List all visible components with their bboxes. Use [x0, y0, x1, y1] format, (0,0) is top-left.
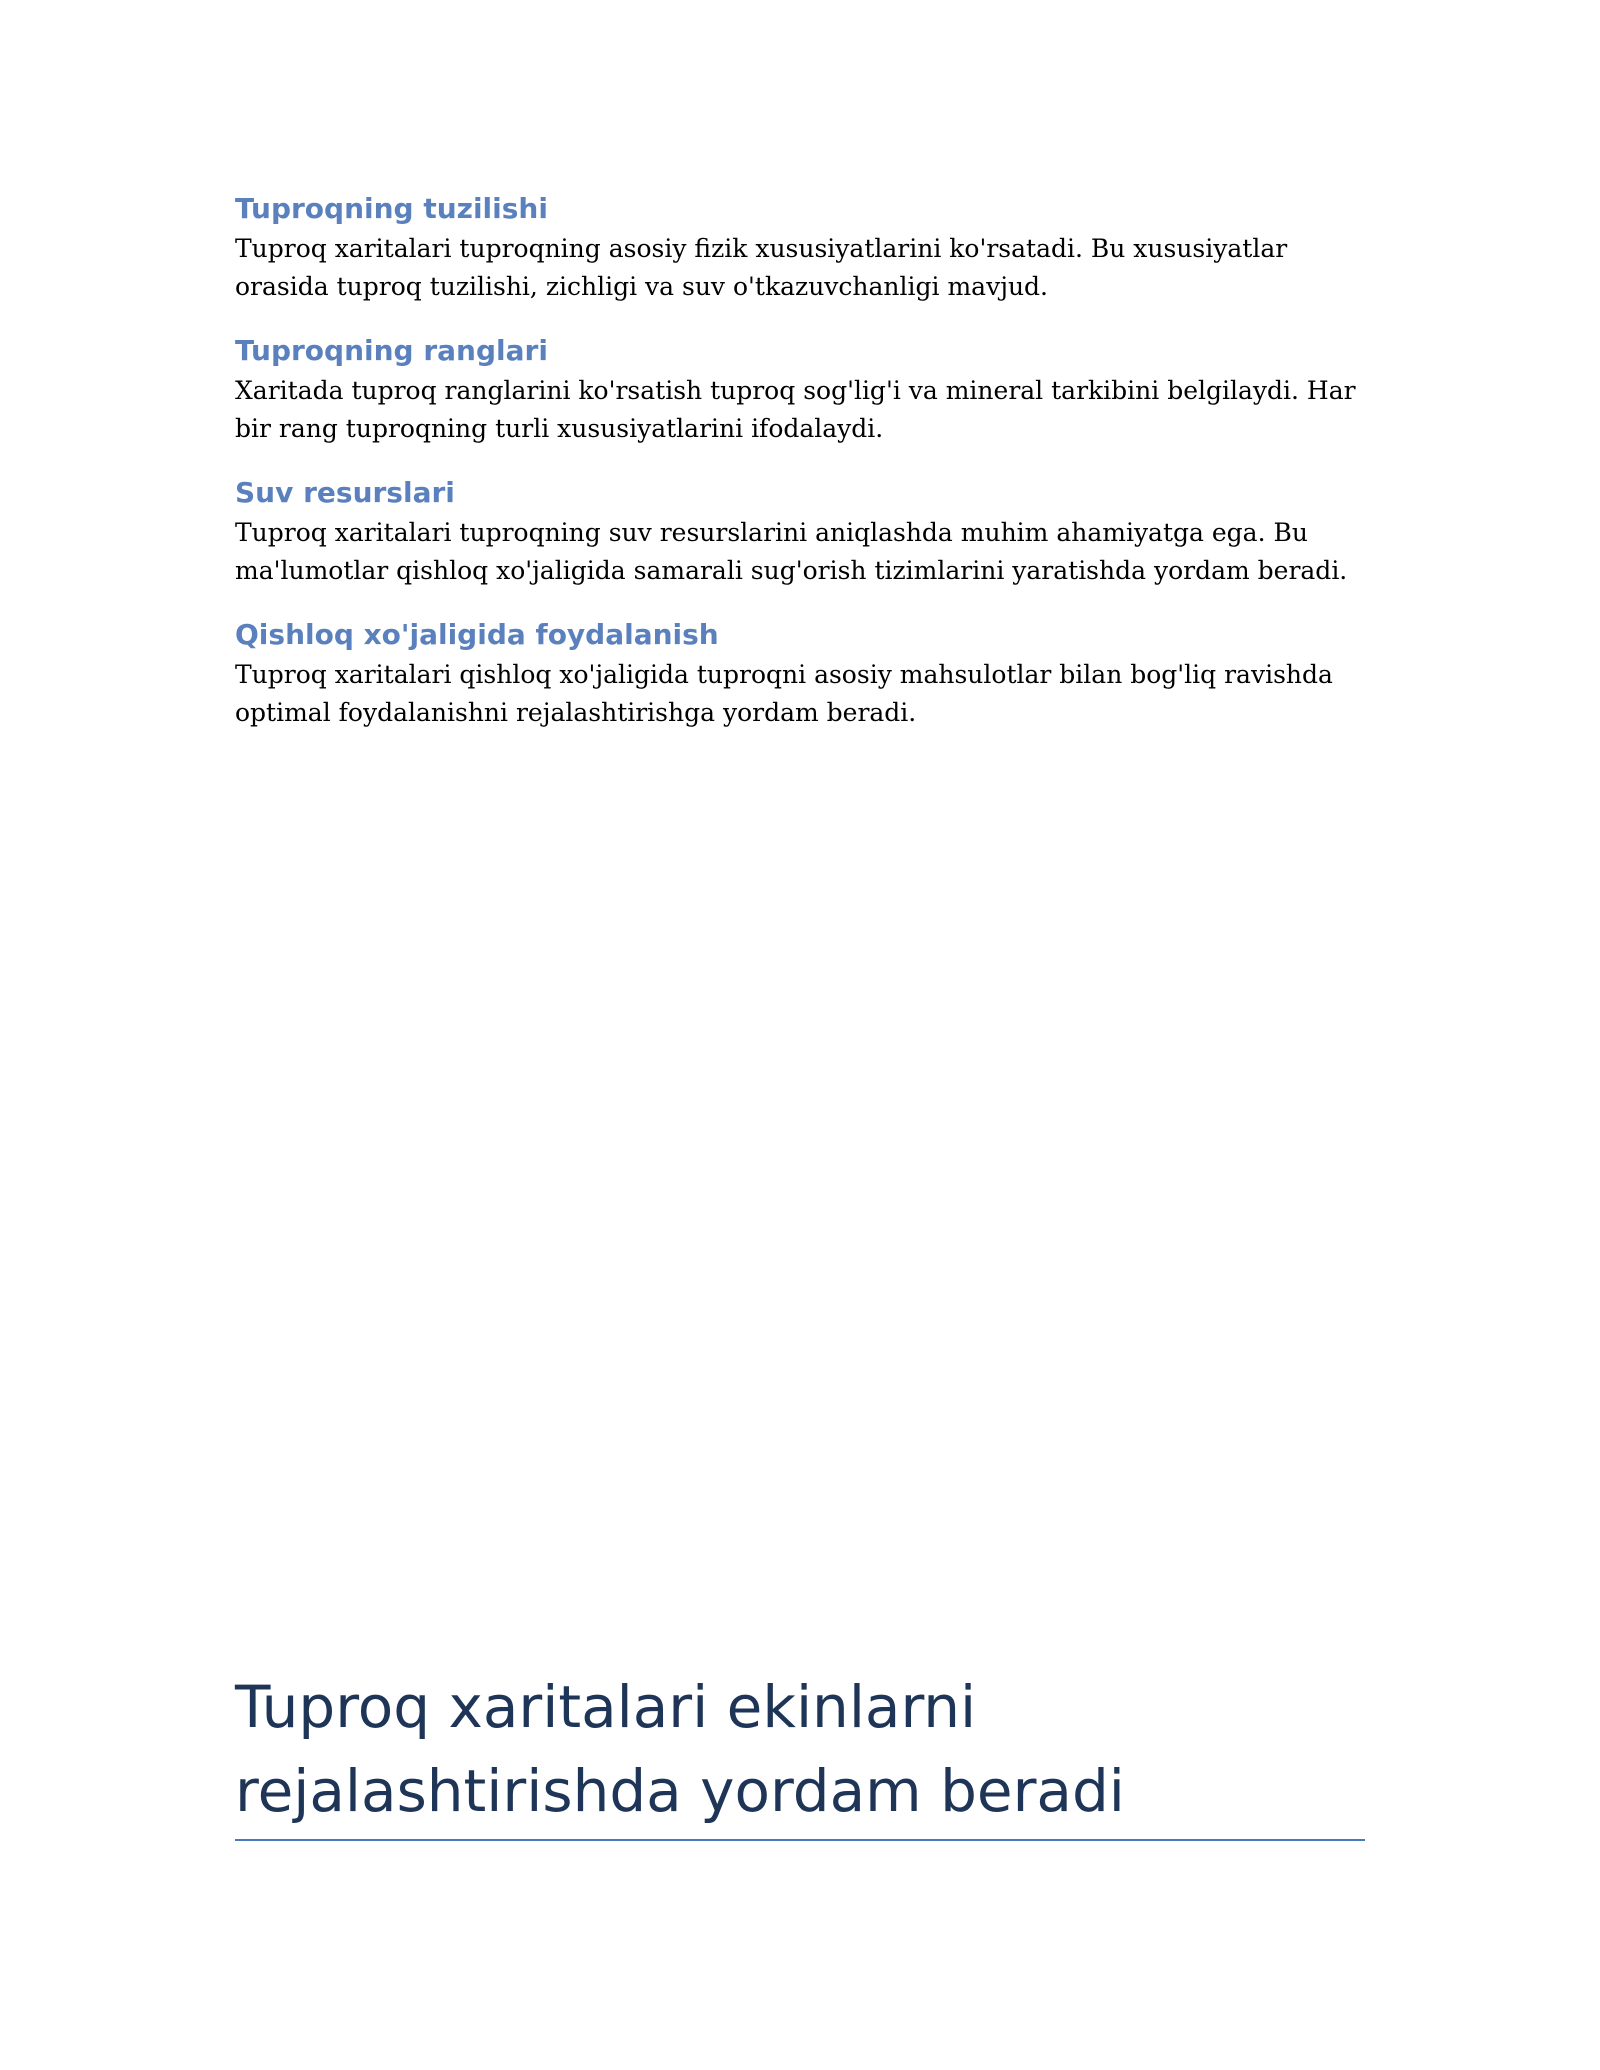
- page-title: Tuproq xaritalari ekinlarni rejalashtirishda yordam beradi: [235, 1673, 1125, 1825]
- section-water-resources: [235, 472, 1365, 590]
- section-heading: Tuproqning ranglari: [235, 334, 548, 367]
- section-paragraph: Tuproq xaritalari qishloq xo'jaligida tuproqni asosiy mahsulotlar bilan bog'liq ravishda optimal foydalanishni rejalashtirishga yordam beradi.: [235, 660, 1333, 727]
- section-soil-structure: [235, 188, 1365, 306]
- section-heading: Suv resurslari: [235, 476, 455, 509]
- section-paragraph: Tuproq xaritalari tuproqning asosiy fizik xususiyatlarini ko'rsatadi. Bu xususiyatlar orasida tuproq tuzilishi, zichligi va suv o'tkazuvchanligi mavjud.: [235, 234, 1288, 301]
- section-soil-colors: [235, 330, 1365, 448]
- section-paragraph: Xaritada tuproq ranglarini ko'rsatish tuproq sog'lig'i va mineral tarkibini belgilaydi. Har bir rang tuproqning turli xususiyatlarini ifodalaydi.: [235, 376, 1356, 443]
- title-block: [235, 1665, 1365, 1841]
- title-underline-rule: [235, 1839, 1365, 1841]
- document-content: [235, 188, 1365, 756]
- section-agriculture-use: [235, 614, 1365, 732]
- section-heading: Tuproqning tuzilishi: [235, 192, 548, 225]
- section-paragraph: Tuproq xaritalari tuproqning suv resurslarini aniqlashda muhim ahamiyatga ega. Bu ma'lumotlar qishloq xo'jaligida samarali sug'orish tizimlarini yaratishda yordam beradi.: [235, 518, 1348, 585]
- section-heading: Qishloq xo'jaligida foydalanish: [235, 618, 719, 651]
